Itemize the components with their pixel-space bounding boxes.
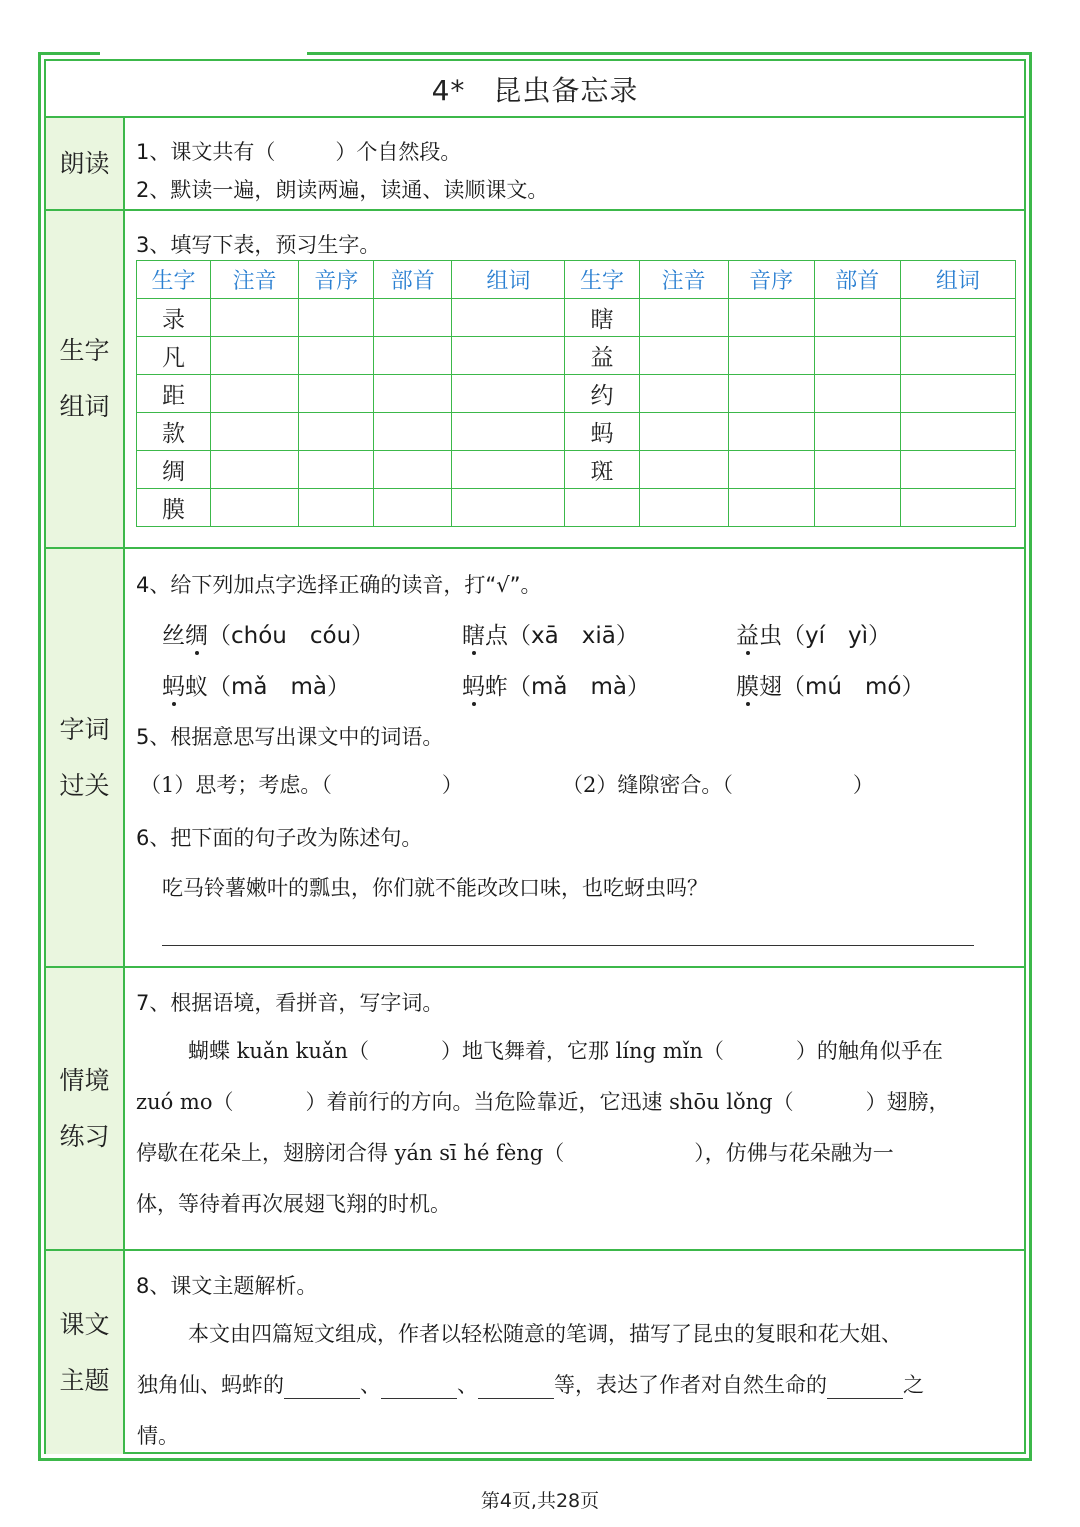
fill-cell[interactable] bbox=[900, 375, 1015, 413]
column-header: 注音 bbox=[639, 261, 728, 299]
text-segment: 独角仙、蚂蚱的 bbox=[137, 1373, 284, 1397]
label-text: 练习 bbox=[59, 1121, 110, 1151]
fill-cell[interactable] bbox=[900, 413, 1015, 451]
answer-line[interactable] bbox=[162, 945, 974, 946]
fill-cell[interactable] bbox=[299, 413, 374, 451]
section-label bbox=[46, 1251, 125, 1454]
text-segment: ）的触角似乎在 bbox=[795, 1039, 943, 1063]
theme-line: 本文由四篇短文组成，作者以轻松随意的笔调，描写了昆虫的复眼和花大姐、 bbox=[188, 1322, 902, 1346]
context-line bbox=[136, 1086, 950, 1116]
char-cell: 益 bbox=[565, 337, 639, 375]
char-cell: 膜 bbox=[137, 489, 211, 527]
char-cell: 凡 bbox=[137, 337, 211, 375]
pinyin-options: （mú mó） bbox=[782, 674, 925, 700]
question-8: 8、课文主题解析。 bbox=[136, 1274, 318, 1298]
answer-blank[interactable] bbox=[284, 1376, 360, 1399]
fill-cell[interactable] bbox=[639, 337, 728, 375]
char-cell: 瞎 bbox=[565, 299, 639, 337]
lesson-title: 昆虫备忘录 bbox=[493, 73, 639, 107]
column-header: 部首 bbox=[374, 261, 452, 299]
column-header: 部首 bbox=[814, 261, 900, 299]
q1-end: ）个自然段。 bbox=[335, 140, 462, 164]
label-text: 情境 bbox=[59, 1065, 110, 1095]
char-cell: 斑 bbox=[565, 451, 639, 489]
question-7: 7、根据语境，看拼音，写字词。 bbox=[136, 991, 444, 1015]
fill-cell[interactable] bbox=[728, 489, 814, 527]
text-segment: 、 bbox=[360, 1373, 381, 1397]
fill-cell[interactable] bbox=[900, 451, 1015, 489]
q6-sentence: 吃马铃薯嫩叶的瓢虫，你们就不能改改口味，也吃蚜虫吗？ bbox=[162, 876, 708, 900]
word-part: 虫 bbox=[759, 623, 782, 649]
fill-cell[interactable] bbox=[728, 413, 814, 451]
char-cell bbox=[565, 489, 639, 527]
pinyin-item[interactable] bbox=[736, 617, 891, 650]
fill-cell[interactable] bbox=[728, 337, 814, 375]
label-text: 字词 bbox=[59, 714, 110, 744]
label-text: 组词 bbox=[59, 392, 110, 421]
table-row bbox=[137, 299, 1016, 337]
fill-cell[interactable] bbox=[374, 299, 452, 337]
text-segment: 等，表达了作者对自然生命的 bbox=[554, 1373, 827, 1397]
answer-blank[interactable] bbox=[827, 1376, 903, 1399]
fill-cell[interactable] bbox=[639, 489, 728, 527]
pinyin-item[interactable] bbox=[162, 617, 374, 650]
fill-cell[interactable] bbox=[374, 375, 452, 413]
word-part: 翅 bbox=[759, 674, 782, 700]
fill-cell[interactable] bbox=[299, 299, 374, 337]
section-label bbox=[46, 211, 125, 547]
fill-cell[interactable] bbox=[452, 451, 565, 489]
word-part: 丝 bbox=[162, 623, 185, 649]
answer-blank[interactable] bbox=[478, 1376, 554, 1399]
answer-blank[interactable] bbox=[381, 1376, 457, 1399]
question-6: 6、把下面的句子改为陈述句。 bbox=[136, 826, 423, 850]
char-cell: 约 bbox=[565, 375, 639, 413]
column-header: 组词 bbox=[900, 261, 1015, 299]
q5a-end: ） bbox=[441, 773, 463, 797]
pinyin-options: （yí yì） bbox=[782, 623, 892, 649]
text-segment: zuó mo（ bbox=[136, 1090, 234, 1114]
pinyin-item[interactable] bbox=[462, 668, 650, 701]
section-label bbox=[46, 968, 125, 1249]
char-cell: 绸 bbox=[137, 451, 211, 489]
table-row bbox=[137, 375, 1016, 413]
fill-cell[interactable] bbox=[211, 413, 299, 451]
fill-cell[interactable] bbox=[211, 299, 299, 337]
section-vocabulary bbox=[46, 549, 1024, 968]
text-segment: 停歇在花朵上，翅膀闭合得 yán sī hé fèng（ bbox=[136, 1141, 565, 1165]
question-3: 3、填写下表，预习生字。 bbox=[136, 233, 381, 257]
fill-cell[interactable] bbox=[814, 451, 900, 489]
dotted-char: 绸 bbox=[185, 623, 208, 649]
fill-cell[interactable] bbox=[211, 375, 299, 413]
char-cell: 蚂 bbox=[565, 413, 639, 451]
question-2: 2、默读一遍，朗读两遍，读通、读顺课文。 bbox=[136, 178, 549, 202]
table-header-row bbox=[137, 261, 1016, 299]
fill-cell[interactable] bbox=[452, 299, 565, 337]
char-cell: 款 bbox=[137, 413, 211, 451]
fill-cell[interactable] bbox=[639, 451, 728, 489]
theme-line: 情。 bbox=[137, 1424, 179, 1448]
fill-cell[interactable] bbox=[814, 375, 900, 413]
label-text: 生字 bbox=[59, 336, 110, 365]
fill-cell[interactable] bbox=[900, 299, 1015, 337]
section-label bbox=[46, 549, 125, 966]
column-header: 音序 bbox=[728, 261, 814, 299]
q5a-text: （1）思考；考虑。（ bbox=[140, 773, 332, 797]
fill-cell[interactable] bbox=[374, 337, 452, 375]
dotted-char: 蚂 bbox=[462, 674, 485, 700]
title-row bbox=[46, 61, 1024, 118]
pinyin-options: （xā xiā） bbox=[508, 623, 639, 649]
fill-cell[interactable] bbox=[814, 299, 900, 337]
question-4: 4、给下列加点字选择正确的读音，打“√”。 bbox=[136, 573, 542, 597]
pinyin-item[interactable] bbox=[162, 668, 350, 701]
character-table bbox=[136, 260, 1016, 527]
fill-cell[interactable] bbox=[728, 451, 814, 489]
fill-cell[interactable] bbox=[299, 337, 374, 375]
lesson-number: 4* bbox=[431, 73, 466, 107]
word-part: 点 bbox=[485, 623, 508, 649]
fill-cell[interactable] bbox=[639, 375, 728, 413]
dotted-char: 蚂 bbox=[162, 674, 185, 700]
question-5: 5、根据意思写出课文中的词语。 bbox=[136, 725, 444, 749]
table-row bbox=[137, 489, 1016, 527]
fill-cell[interactable] bbox=[299, 375, 374, 413]
column-header: 音序 bbox=[299, 261, 374, 299]
context-line bbox=[188, 1035, 943, 1065]
fill-cell[interactable] bbox=[211, 489, 299, 527]
fill-cell[interactable] bbox=[211, 451, 299, 489]
fill-cell[interactable] bbox=[639, 299, 728, 337]
fill-cell[interactable] bbox=[374, 489, 452, 527]
column-header: 生字 bbox=[137, 261, 211, 299]
text-segment: ），仿佛与花朵融为一 bbox=[694, 1141, 894, 1165]
word-part: 蚱 bbox=[485, 674, 508, 700]
dotted-char: 膜 bbox=[736, 674, 759, 700]
fill-cell[interactable] bbox=[728, 375, 814, 413]
fill-cell[interactable] bbox=[639, 413, 728, 451]
column-header: 生字 bbox=[565, 261, 639, 299]
fill-cell[interactable] bbox=[900, 489, 1015, 527]
fill-cell[interactable] bbox=[900, 337, 1015, 375]
fill-cell[interactable] bbox=[728, 299, 814, 337]
char-cell: 距 bbox=[137, 375, 211, 413]
label-text: 朗读 bbox=[59, 148, 110, 178]
context-line bbox=[136, 1137, 894, 1167]
theme-line bbox=[137, 1369, 924, 1399]
column-header: 注音 bbox=[211, 261, 299, 299]
page-title bbox=[432, 69, 639, 109]
table-row bbox=[137, 451, 1016, 489]
pinyin-options: （chóu cóu） bbox=[208, 623, 375, 649]
fill-cell[interactable] bbox=[814, 413, 900, 451]
text-segment: ）地飞舞着，它那 líng mǐn（ bbox=[440, 1039, 724, 1063]
table-row bbox=[137, 337, 1016, 375]
q5-item-2 bbox=[562, 769, 874, 799]
pinyin-item[interactable] bbox=[736, 668, 924, 701]
fill-cell[interactable] bbox=[452, 337, 565, 375]
fill-cell[interactable] bbox=[299, 451, 374, 489]
q1-text: 1、课文共有（ bbox=[136, 140, 276, 164]
label-text: 课文 bbox=[59, 1309, 110, 1339]
fill-cell[interactable] bbox=[452, 413, 565, 451]
fill-cell[interactable] bbox=[299, 489, 374, 527]
text-segment: 、 bbox=[457, 1373, 478, 1397]
dotted-char: 瞎 bbox=[462, 623, 485, 649]
label-text: 主题 bbox=[59, 1365, 110, 1395]
fill-cell[interactable] bbox=[814, 337, 900, 375]
fill-cell[interactable] bbox=[374, 451, 452, 489]
fill-cell[interactable] bbox=[452, 375, 565, 413]
fill-cell[interactable] bbox=[814, 489, 900, 527]
q5b-text: （2）缝隙密合。（ bbox=[562, 773, 733, 797]
table-row bbox=[137, 413, 1016, 451]
pinyin-item[interactable] bbox=[462, 617, 639, 650]
text-segment: ）着前行的方向。当危险靠近，它迅速 shōu lǒng（ bbox=[305, 1090, 794, 1114]
fill-cell[interactable] bbox=[452, 489, 565, 527]
word-part: 蚁 bbox=[185, 674, 208, 700]
pinyin-options: （mǎ mà） bbox=[508, 674, 650, 700]
dotted-char: 益 bbox=[736, 623, 759, 649]
q5-item-1 bbox=[140, 769, 463, 799]
column-header: 组词 bbox=[452, 261, 565, 299]
pinyin-options: （mǎ mà） bbox=[208, 674, 350, 700]
section-label bbox=[46, 118, 125, 209]
text-segment: ）翅膀， bbox=[865, 1090, 950, 1114]
fill-cell[interactable] bbox=[211, 337, 299, 375]
q5b-end: ） bbox=[852, 773, 874, 797]
text-segment: 之 bbox=[903, 1373, 924, 1397]
page-footer: 第4页,共28页 bbox=[480, 1490, 600, 1512]
question-1 bbox=[136, 136, 461, 166]
label-text: 过关 bbox=[59, 770, 110, 800]
context-line: 体，等待着再次展翅飞翔的时机。 bbox=[136, 1192, 451, 1216]
text-segment: 蝴蝶 kuǎn kuǎn（ bbox=[188, 1039, 369, 1063]
fill-cell[interactable] bbox=[374, 413, 452, 451]
char-cell: 录 bbox=[137, 299, 211, 337]
